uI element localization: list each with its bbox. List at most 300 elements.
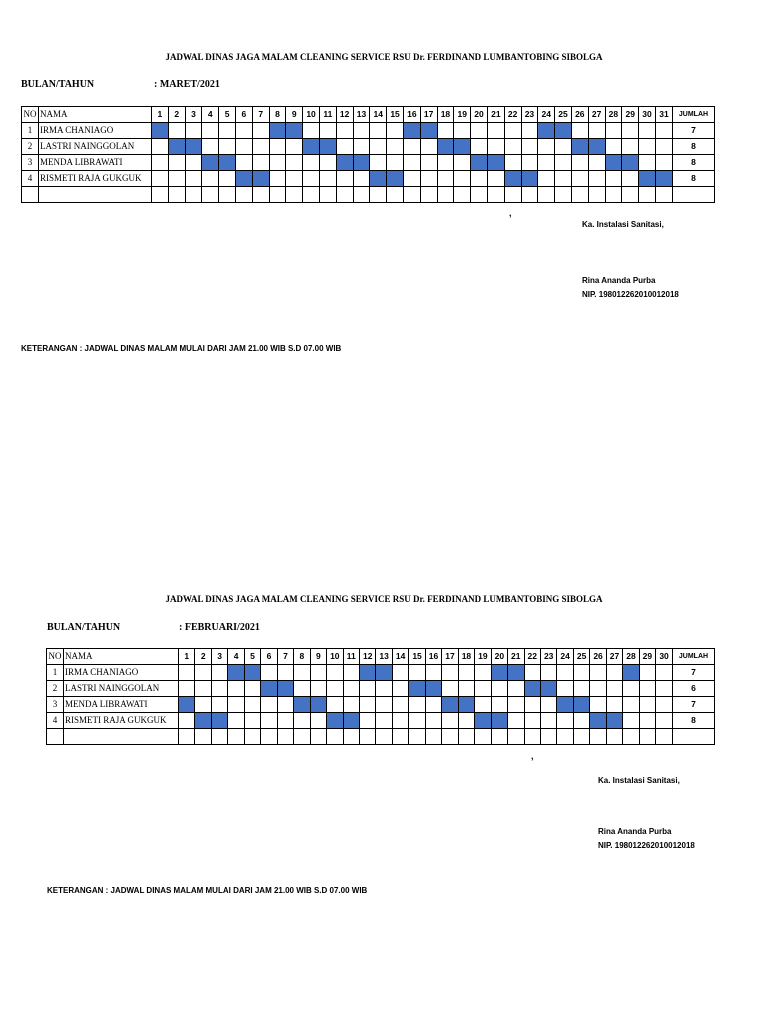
day-cell: [286, 139, 303, 155]
day-cell: [359, 729, 375, 745]
day-cell: [491, 681, 507, 697]
duty-cell: [588, 139, 605, 155]
employee-name: IRMA CHANIAGO: [64, 665, 179, 681]
day-cell: [571, 155, 588, 171]
header-day: 13: [353, 107, 370, 123]
day-cell: [656, 713, 673, 729]
day-cell: [370, 123, 387, 139]
day-cell: [442, 729, 458, 745]
duty-cell: [555, 123, 572, 139]
header-day: 11: [319, 107, 336, 123]
day-cell: [571, 123, 588, 139]
day-cell: [487, 187, 504, 203]
day-cell: [353, 171, 370, 187]
day-cell: [605, 171, 622, 187]
comma-mark: ,: [509, 208, 512, 218]
row-number: [22, 187, 39, 203]
day-cell: [622, 171, 639, 187]
day-cell: [195, 697, 211, 713]
duty-cell: [152, 123, 169, 139]
duty-cell: [409, 681, 425, 697]
day-cell: [277, 665, 293, 681]
day-cell: [185, 187, 202, 203]
duty-cell: [538, 123, 555, 139]
header-day: 10: [303, 107, 320, 123]
day-cell: [336, 139, 353, 155]
day-cell: [639, 713, 655, 729]
day-cell: [261, 697, 277, 713]
day-cell: [555, 139, 572, 155]
day-cell: [336, 171, 353, 187]
day-cell: [195, 729, 211, 745]
day-cell: [152, 155, 169, 171]
row-number: 3: [47, 697, 64, 713]
day-cell: [319, 187, 336, 203]
day-cell: [269, 139, 286, 155]
header-day: 6: [261, 649, 277, 665]
day-cell: [179, 665, 195, 681]
day-cell: [655, 155, 672, 171]
day-cell: [336, 187, 353, 203]
header-day: 2: [168, 107, 185, 123]
duty-cell: [277, 681, 293, 697]
duty-cell: [261, 681, 277, 697]
header-day: 16: [403, 107, 420, 123]
day-cell: [656, 681, 673, 697]
signature-role: Ka. Instalasi Sanitasi,: [582, 220, 664, 229]
day-cell: [294, 729, 310, 745]
header-day: 24: [557, 649, 573, 665]
day-cell: [403, 171, 420, 187]
table-row: [47, 665, 715, 681]
header-day: 16: [425, 649, 441, 665]
header-day: 28: [605, 107, 622, 123]
day-cell: [252, 155, 269, 171]
day-cell: [286, 155, 303, 171]
day-cell: [524, 697, 540, 713]
header-day: 15: [409, 649, 425, 665]
day-cell: [219, 171, 236, 187]
day-cell: [491, 729, 507, 745]
header-day: 18: [437, 107, 454, 123]
header-no: NO: [47, 649, 64, 665]
day-cell: [639, 681, 655, 697]
day-cell: [655, 187, 672, 203]
signature-block: [582, 218, 679, 302]
row-total: 8: [673, 171, 715, 187]
day-cell: [353, 187, 370, 203]
day-cell: [403, 187, 420, 203]
day-cell: [656, 665, 673, 681]
duty-cell: [475, 713, 491, 729]
header-day: 18: [458, 649, 474, 665]
signature-nip: NIP. 198012262010012018: [582, 290, 679, 299]
day-cell: [420, 155, 437, 171]
day-cell: [353, 123, 370, 139]
day-cell: [623, 713, 639, 729]
header-day: 24: [538, 107, 555, 123]
day-cell: [590, 681, 606, 697]
day-cell: [392, 713, 408, 729]
day-cell: [605, 187, 622, 203]
day-cell: [294, 665, 310, 681]
table-row: [47, 713, 715, 729]
period-label: BULAN/TAHUN: [21, 79, 95, 90]
signature-nip: NIP. 198012262010012018: [598, 841, 695, 850]
header-day: 4: [202, 107, 219, 123]
header-day: 27: [588, 107, 605, 123]
signature-name: Rina Ananda Purba: [582, 276, 656, 285]
duty-cell: [359, 665, 375, 681]
row-number: [47, 729, 64, 745]
header-day: 29: [622, 107, 639, 123]
day-cell: [458, 729, 474, 745]
day-cell: [185, 123, 202, 139]
day-cell: [392, 665, 408, 681]
header-day: 31: [655, 107, 672, 123]
header-day: 11: [343, 649, 359, 665]
day-cell: [370, 139, 387, 155]
duty-cell: [491, 713, 507, 729]
day-cell: [409, 665, 425, 681]
duty-cell: [387, 171, 404, 187]
day-cell: [623, 729, 639, 745]
day-cell: [555, 171, 572, 187]
day-cell: [605, 139, 622, 155]
header-day: 19: [454, 107, 471, 123]
row-total: 7: [673, 123, 715, 139]
day-cell: [425, 665, 441, 681]
day-cell: [521, 187, 538, 203]
period-row: [47, 622, 260, 633]
header-day: 26: [571, 107, 588, 123]
day-cell: [310, 713, 326, 729]
header-day: 25: [573, 649, 589, 665]
day-cell: [475, 729, 491, 745]
day-cell: [294, 681, 310, 697]
day-cell: [420, 171, 437, 187]
schedule-title: JADWAL DINAS JAGA MALAM CLEANING SERVICE RSU Dr. FERDINAND LUMBANTOBING SIBOLGA: [165, 594, 603, 604]
day-cell: [310, 729, 326, 745]
header-day: 6: [235, 107, 252, 123]
signature-name: Rina Ananda Purba: [598, 827, 672, 836]
header-day: 9: [310, 649, 326, 665]
duty-cell: [376, 665, 392, 681]
duty-cell: [202, 155, 219, 171]
day-cell: [211, 681, 227, 697]
row-total: 7: [673, 697, 715, 713]
day-cell: [303, 123, 320, 139]
duty-cell: [336, 155, 353, 171]
duty-cell: [319, 139, 336, 155]
header-day: 20: [471, 107, 488, 123]
day-cell: [442, 681, 458, 697]
day-cell: [471, 187, 488, 203]
header-day: 14: [370, 107, 387, 123]
day-cell: [353, 139, 370, 155]
day-cell: [504, 155, 521, 171]
row-number: 1: [22, 123, 39, 139]
row-total: 6: [673, 681, 715, 697]
day-cell: [376, 697, 392, 713]
day-cell: [392, 697, 408, 713]
row-number: 2: [47, 681, 64, 697]
day-cell: [235, 155, 252, 171]
table-header-row: [22, 107, 715, 123]
day-cell: [524, 665, 540, 681]
employee-name: LASTRI NAINGGOLAN: [64, 681, 179, 697]
duty-cell: [294, 697, 310, 713]
header-day: 4: [228, 649, 244, 665]
day-cell: [409, 729, 425, 745]
header-day: 5: [244, 649, 260, 665]
header-day: 17: [442, 649, 458, 665]
day-cell: [437, 155, 454, 171]
duty-cell: [195, 713, 211, 729]
day-cell: [303, 171, 320, 187]
duty-cell: [540, 681, 556, 697]
header-day: 28: [623, 649, 639, 665]
day-cell: [269, 155, 286, 171]
duty-cell: [425, 681, 441, 697]
header-day: 20: [491, 649, 507, 665]
header-day: 3: [185, 107, 202, 123]
day-cell: [524, 713, 540, 729]
day-cell: [244, 729, 260, 745]
table-row: [22, 155, 715, 171]
employee-name: MENDA LIBRAWATI: [64, 697, 179, 713]
day-cell: [508, 681, 524, 697]
day-cell: [639, 123, 656, 139]
day-cell: [622, 187, 639, 203]
header-day: 23: [521, 107, 538, 123]
day-cell: [458, 681, 474, 697]
day-cell: [504, 139, 521, 155]
day-cell: [195, 681, 211, 697]
day-cell: [211, 697, 227, 713]
period-value: : MARET/2021: [154, 79, 220, 90]
duty-cell: [639, 171, 656, 187]
duty-cell: [252, 171, 269, 187]
employee-name: RISMETI RAJA GUKGUK: [39, 171, 152, 187]
duty-cell: [437, 139, 454, 155]
employee-name: MENDA LIBRAWATI: [39, 155, 152, 171]
duty-cell: [524, 681, 540, 697]
duty-cell: [557, 697, 573, 713]
day-cell: [336, 123, 353, 139]
period-label: BULAN/TAHUN: [47, 622, 121, 633]
day-cell: [475, 697, 491, 713]
day-cell: [244, 697, 260, 713]
day-cell: [185, 171, 202, 187]
day-cell: [504, 187, 521, 203]
day-cell: [409, 713, 425, 729]
day-cell: [639, 139, 656, 155]
day-cell: [606, 681, 622, 697]
header-day: 29: [639, 649, 655, 665]
duty-cell: [521, 171, 538, 187]
day-cell: [244, 681, 260, 697]
header-day: 22: [504, 107, 521, 123]
day-cell: [319, 155, 336, 171]
day-cell: [606, 729, 622, 745]
day-cell: [573, 713, 589, 729]
day-cell: [590, 729, 606, 745]
header-day: 3: [211, 649, 227, 665]
employee-name: RISMETI RAJA GUKGUK: [64, 713, 179, 729]
table-row: [22, 187, 715, 203]
day-cell: [269, 171, 286, 187]
day-cell: [521, 139, 538, 155]
day-cell: [392, 729, 408, 745]
duty-cell: [179, 697, 195, 713]
header-name: NAMA: [39, 107, 152, 123]
day-cell: [252, 187, 269, 203]
day-cell: [228, 697, 244, 713]
day-cell: [277, 697, 293, 713]
day-cell: [168, 171, 185, 187]
row-total: 8: [673, 713, 715, 729]
header-day: 17: [420, 107, 437, 123]
day-cell: [571, 171, 588, 187]
day-cell: [656, 729, 673, 745]
day-cell: [590, 665, 606, 681]
table-row: [22, 123, 715, 139]
header-day: 8: [269, 107, 286, 123]
duty-cell: [403, 123, 420, 139]
day-cell: [228, 729, 244, 745]
duty-cell: [504, 171, 521, 187]
duty-cell: [343, 713, 359, 729]
duty-cell: [310, 697, 326, 713]
day-cell: [639, 155, 656, 171]
day-cell: [359, 681, 375, 697]
day-cell: [343, 665, 359, 681]
day-cell: [487, 123, 504, 139]
header-day: 25: [555, 107, 572, 123]
day-cell: [504, 123, 521, 139]
header-day: 13: [376, 649, 392, 665]
day-cell: [219, 187, 236, 203]
employee-name: IRMA CHANIAGO: [39, 123, 152, 139]
duty-cell: [327, 713, 343, 729]
day-cell: [319, 171, 336, 187]
day-cell: [310, 665, 326, 681]
day-cell: [261, 713, 277, 729]
day-cell: [538, 139, 555, 155]
day-cell: [310, 681, 326, 697]
day-cell: [623, 697, 639, 713]
day-cell: [235, 187, 252, 203]
duty-cell: [420, 123, 437, 139]
duty-cell: [487, 155, 504, 171]
duty-cell: [244, 665, 260, 681]
day-cell: [277, 713, 293, 729]
header-day: 1: [152, 107, 169, 123]
employee-name: [39, 187, 152, 203]
day-cell: [571, 187, 588, 203]
header-day: 8: [294, 649, 310, 665]
day-cell: [327, 681, 343, 697]
day-cell: [538, 171, 555, 187]
day-cell: [557, 665, 573, 681]
day-cell: [244, 713, 260, 729]
day-cell: [557, 681, 573, 697]
day-cell: [370, 155, 387, 171]
day-cell: [327, 729, 343, 745]
duty-cell: [370, 171, 387, 187]
table-row: [47, 681, 715, 697]
day-cell: [540, 713, 556, 729]
day-cell: [639, 665, 655, 681]
schedule-note: KETERANGAN : JADWAL DINAS MALAM MULAI DARI JAM 21.00 WIB S.D 07.00 WIB: [21, 344, 342, 353]
duty-cell: [454, 139, 471, 155]
day-cell: [573, 665, 589, 681]
day-cell: [540, 665, 556, 681]
day-cell: [623, 681, 639, 697]
day-cell: [179, 713, 195, 729]
day-cell: [573, 681, 589, 697]
header-day: 9: [286, 107, 303, 123]
day-cell: [606, 665, 622, 681]
day-cell: [655, 123, 672, 139]
day-cell: [588, 123, 605, 139]
day-cell: [202, 171, 219, 187]
day-cell: [442, 665, 458, 681]
row-number: 1: [47, 665, 64, 681]
header-day: 10: [327, 649, 343, 665]
duty-cell: [228, 665, 244, 681]
day-cell: [202, 123, 219, 139]
day-cell: [252, 123, 269, 139]
day-cell: [557, 729, 573, 745]
row-number: 4: [47, 713, 64, 729]
day-cell: [376, 729, 392, 745]
day-cell: [370, 187, 387, 203]
header-day: 21: [487, 107, 504, 123]
day-cell: [376, 681, 392, 697]
day-cell: [228, 681, 244, 697]
day-cell: [508, 697, 524, 713]
duty-cell: [655, 171, 672, 187]
day-cell: [656, 697, 673, 713]
day-cell: [521, 155, 538, 171]
day-cell: [152, 187, 169, 203]
day-cell: [454, 187, 471, 203]
day-cell: [219, 123, 236, 139]
duty-cell: [590, 713, 606, 729]
day-cell: [168, 187, 185, 203]
day-cell: [179, 729, 195, 745]
day-cell: [343, 681, 359, 697]
day-cell: [387, 187, 404, 203]
day-cell: [524, 729, 540, 745]
day-cell: [211, 665, 227, 681]
day-cell: [277, 729, 293, 745]
day-cell: [294, 713, 310, 729]
header-day: 12: [359, 649, 375, 665]
day-cell: [471, 123, 488, 139]
day-cell: [376, 713, 392, 729]
comma-mark: ,: [531, 751, 534, 761]
day-cell: [588, 155, 605, 171]
day-cell: [590, 697, 606, 713]
row-total: 7: [673, 665, 715, 681]
day-cell: [387, 123, 404, 139]
row-total: [673, 187, 715, 203]
day-cell: [487, 171, 504, 187]
duty-cell: [219, 155, 236, 171]
